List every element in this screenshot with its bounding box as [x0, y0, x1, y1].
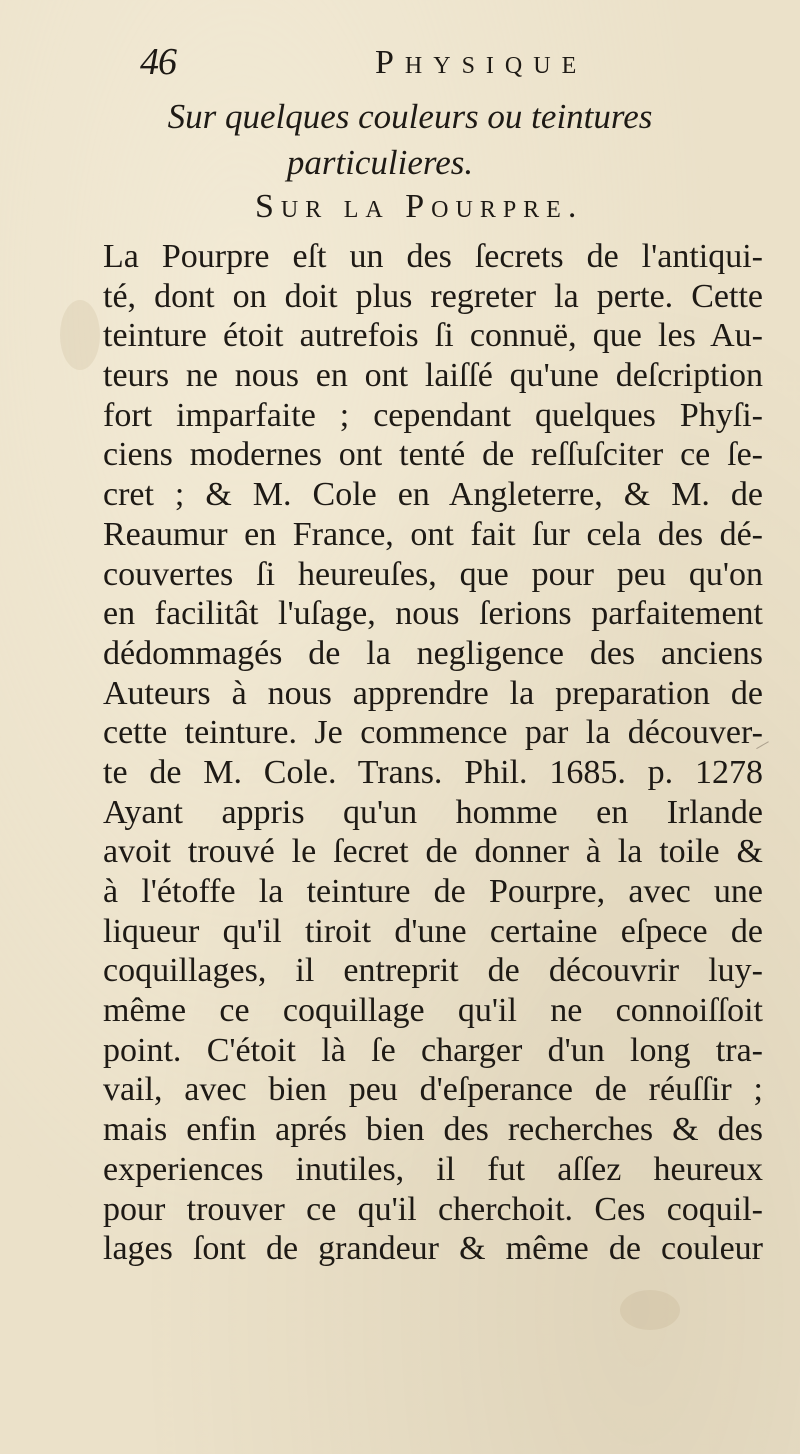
paper-stain	[620, 1290, 680, 1330]
text-line: couvertes ſi heureuſes, que pour peu qu'on	[103, 555, 763, 593]
text-line: vail, avec bien peu d'eſperance de réuſſir ;	[103, 1071, 763, 1109]
text-line: mais enfin aprés bien des recherches & des	[103, 1111, 763, 1149]
page-header	[0, 40, 800, 90]
text-line: cette teinture. Je commence par la découver-	[103, 714, 763, 752]
text-line: te de M. Cole. Trans. Phil. 1685. p. 1278	[103, 753, 763, 791]
text-line: cret ; & M. Cole en Angleterre, & M. de	[103, 476, 763, 514]
text-line: fort imparfaite ; cependant quelques Phyſi-	[103, 396, 763, 434]
chapter-title-line-1: Sur quelques couleurs ou teintures	[167, 97, 653, 136]
text-line: Auteurs à nous apprendre la preparation de	[103, 674, 763, 712]
text-line: teurs ne nous en ont laiſſé qu'une deſcription	[103, 357, 763, 395]
text-line: point. C'étoit là ſe charger d'un long tra-	[103, 1031, 763, 1069]
text-line: La Pourpre eſt un des ſecrets de l'antiqui-	[103, 238, 763, 275]
text-line: ciens modernes ont tenté de reſſuſciter ce ſe-	[103, 436, 763, 474]
text-line: lages ſont de grandeur & même de couleur	[103, 1230, 763, 1268]
text-line: experiences inutiles, il fut aſſez heureux	[103, 1150, 763, 1188]
text-line: à l'étoffe la teinture de Pourpre, avec une	[103, 873, 763, 910]
text-line: coquillages, il entreprit de découvrir luy-	[103, 952, 763, 990]
chapter-title-line-2: particulieres.	[286, 143, 474, 182]
text-line: même ce coquillage qu'il ne connoiſſoit	[103, 992, 763, 1030]
body-text	[103, 237, 763, 1269]
text-line: Ayant appris qu'un homme en Irlande	[103, 793, 763, 831]
section-heading: Sur la Pourpre.	[255, 188, 584, 225]
text-line: teinture étoit autrefois ſi connuë, que les Au-	[103, 317, 763, 355]
running-head: Physique	[375, 44, 588, 81]
text-line: pour trouver ce qu'il cherchoit. Ces coquil-	[103, 1190, 763, 1228]
text-line: Reaumur en France, ont fait ſur cela des dé-	[103, 515, 763, 553]
paper-stain	[60, 300, 100, 370]
text-line: en facilitât l'uſage, nous ſerions parfaitement	[103, 595, 763, 633]
text-line: té, dont on doit plus regreter la perte. Cette	[103, 277, 763, 315]
text-line: avoit trouvé le ſecret de donner à la toile &	[103, 833, 763, 871]
text-line: liqueur qu'il tiroit d'une certaine eſpece de	[103, 912, 763, 950]
text-line: dédommagés de la negligence des anciens	[103, 634, 763, 672]
page-number: 46	[140, 41, 176, 83]
